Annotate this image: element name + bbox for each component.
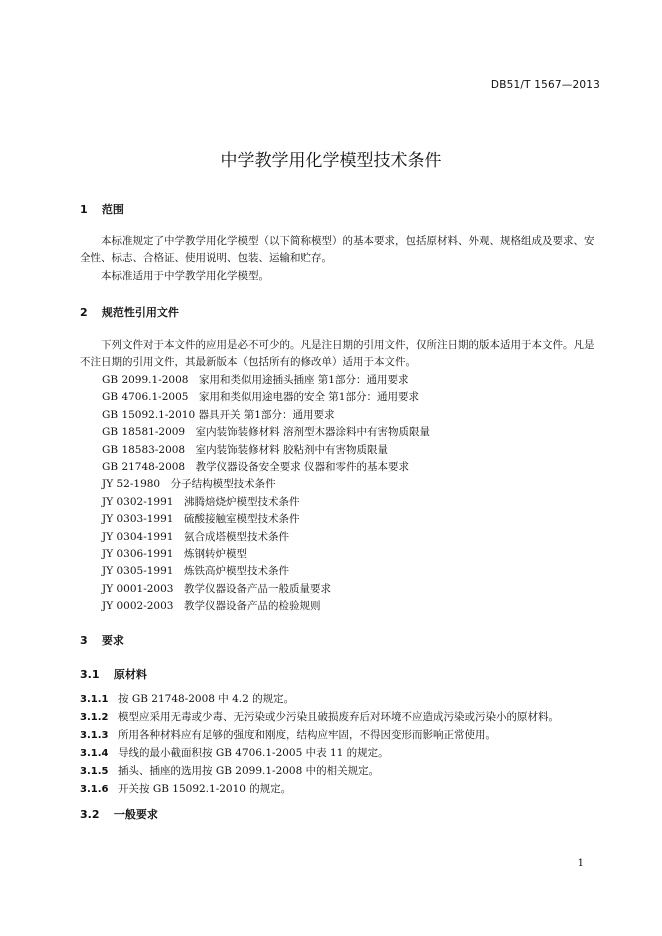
clause-item (80, 780, 610, 798)
clause-number: 3.1.6 (80, 784, 109, 795)
scope-paragraph-2: 本标准适用于中学教学用化学模型。 (101, 270, 269, 282)
document-title: 中学教学用化学模型技术条件 (220, 151, 442, 171)
reference-item: JY 0002-2003 教学仪器设备产品的检验规则 (102, 600, 321, 613)
normative-intro: 下列文件对于本文件的应用是必不可少的。凡是注日期的引用文件，仅所注日期的版本适用于本文件。凡是不注日期的引用文件，其最新版本（包括所有的修改单）适用于本文件。 (80, 339, 595, 368)
reference-item: GB 18581-2009 室内装饰装修材料 溶剂型木器涂料中有害物质限量 (102, 426, 430, 439)
reference-item: GB 15092.1-2010 器具开关 第1部分：通用要求 (102, 408, 335, 421)
scope-paragraph-1: 本标准规定了中学教学用化学模型（以下简称模型）的基本要求，包括原材料、外观、规格组成及要求、安全性、标志、合格证、使用说明、包装、运输和贮存。 (80, 235, 595, 264)
section-title: 原材料 (113, 668, 147, 681)
section-title: 规范性引用文件 (101, 306, 179, 319)
reference-item: GB 21748-2008 教学仪器设备安全要求 仪器和零件的基本要求 (102, 460, 409, 473)
clause-number: 3.1.3 (80, 730, 109, 741)
section-heading-normative (80, 304, 179, 320)
section-number: 3 (80, 634, 88, 647)
section-number: 1 (80, 203, 88, 216)
clause-item (80, 708, 610, 726)
clause-text: 所用各种材料应有足够的强度和刚度，结构应牢固，不得因变形而影响正常使用。 (118, 729, 496, 741)
section-number: 2 (80, 306, 88, 319)
section-title: 范围 (101, 203, 124, 216)
clause-number: 3.1.1 (80, 694, 109, 705)
reference-item: GB 2099.1-2008 家用和类似用途插头插座 第1部分：通用要求 (102, 374, 409, 386)
subsection-heading-general (80, 806, 158, 822)
reference-item: JY 0001-2003 教学仪器设备产品一般质量要求 (102, 582, 331, 595)
clause-text: 模型应采用无毒或少毒、无污染或少污染且破损废弃后对环境不应造成污染或污染小的原材料。 (118, 711, 559, 723)
clause-number: 3.1.5 (80, 766, 109, 777)
reference-item: JY 52-1980 分子结构模型技术条件 (102, 478, 276, 491)
clause-text: 导线的最小截面积按 GB 4706.1-2005 中表 11 的规定。 (118, 747, 389, 759)
clause-number: 3.1.2 (80, 712, 109, 723)
reference-item: JY 0305-1991 炼铁高炉模型技术条件 (102, 565, 289, 578)
clause-item (80, 744, 610, 762)
section-number: 3.1 (80, 668, 100, 681)
section-title: 一般要求 (113, 808, 158, 821)
reference-item: JY 0306-1991 炼钢转炉模型 (102, 547, 247, 560)
section-heading-requirements (80, 632, 124, 648)
reference-item: GB 18583-2008 室内装饰装修材料 胶粘剂中有害物质限量 (102, 443, 388, 456)
section-number: 3.2 (80, 808, 100, 821)
section-heading-scope (80, 201, 124, 217)
clause-number: 3.1.4 (80, 748, 109, 759)
clause-item (80, 726, 610, 744)
reference-list (102, 372, 602, 615)
subsection-heading-materials (80, 666, 147, 682)
clause-text: 开关按 GB 15092.1-2010 的规定。 (118, 783, 292, 795)
document-code: DB51/T 1567—2013 (490, 79, 600, 91)
reference-item: JY 0302-1991 沸腾焙烧炉模型技术条件 (102, 495, 300, 508)
materials-clause-list (80, 690, 610, 798)
clause-item (80, 762, 610, 780)
clause-text: 插头、插座的选用按 GB 2099.1-2008 中的相关规定。 (118, 765, 380, 777)
reference-item: JY 0304-1991 氨合成塔模型技术条件 (102, 530, 289, 543)
clause-item (80, 690, 610, 708)
reference-item: GB 4706.1-2005 家用和类似用途电器的安全 第1部分：通用要求 (102, 391, 419, 404)
page-number: 1 (577, 858, 584, 869)
section-title: 要求 (101, 634, 124, 647)
clause-text: 按 GB 21748-2008 中 4.2 的规定。 (118, 693, 295, 705)
reference-item: JY 0303-1991 硫酸接触室模型技术条件 (102, 513, 300, 526)
